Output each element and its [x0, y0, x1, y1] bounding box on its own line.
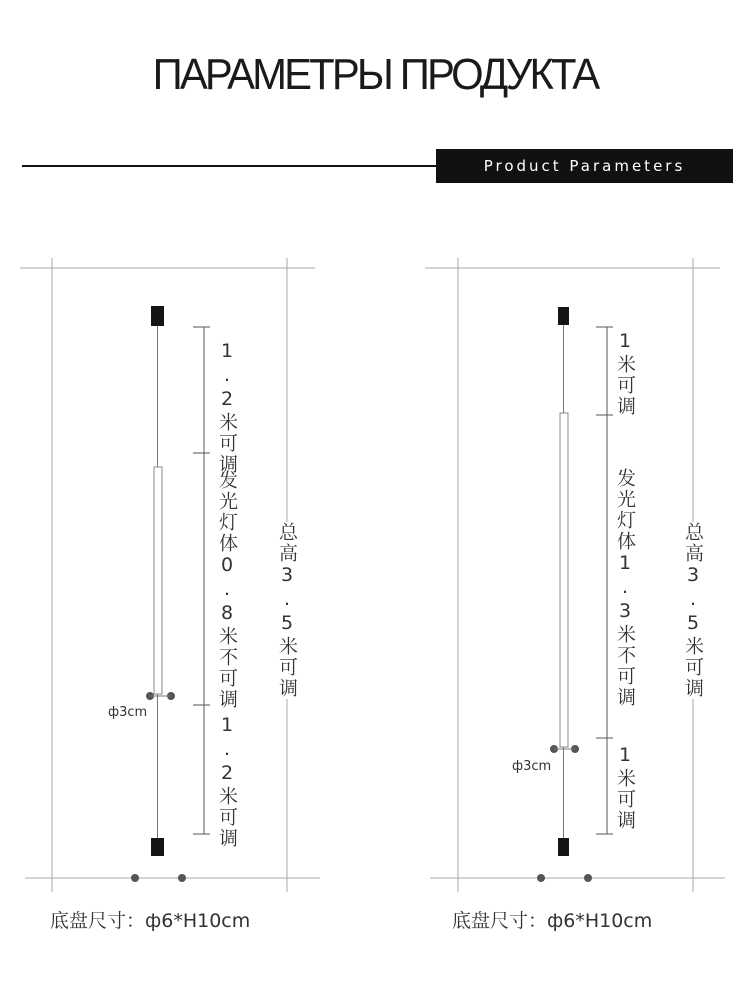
- right-light-body-label: 发光灯体1.3米不可调: [614, 468, 636, 708]
- left-total-height-label: 总高3.5米可调: [272, 522, 302, 699]
- right-bottom-segment-label: 1米可调: [614, 744, 636, 831]
- left-light-body-label: 发光灯体0.8米不可调: [216, 470, 238, 710]
- right-floor-cap: [558, 838, 569, 856]
- left-base-dot-right: [178, 874, 186, 882]
- right-ceiling-cap: [558, 307, 569, 325]
- right-base-dot-right: [584, 874, 592, 882]
- left-dimension-lines: [193, 327, 210, 834]
- section-badge: Product Parameters: [436, 149, 733, 183]
- right-base-dot-left: [537, 874, 545, 882]
- right-light-body: [560, 413, 568, 747]
- right-top-segment-label: 1米可调: [614, 330, 636, 417]
- left-floor-cap: [151, 838, 164, 856]
- left-bottom-segment-label: 1.2米可调: [216, 714, 238, 849]
- right-diameter-label: ф3cm: [512, 759, 552, 774]
- left-top-segment-label: 1.2米可调: [216, 340, 238, 475]
- page-title: ПАРАМЕТРЫ ПРОДУКТА: [152, 50, 598, 99]
- right-total-height-label: 总高3.5米可调: [678, 522, 708, 699]
- left-base-dot-left: [131, 874, 139, 882]
- right-base-size-label: 底盘尺寸：ф6*H10cm: [452, 910, 653, 932]
- left-pendant: [131, 306, 186, 882]
- left-ceiling-cap: [151, 306, 164, 326]
- right-pendant: [537, 307, 592, 882]
- left-light-body: [154, 467, 162, 694]
- left-base-size-label: 底盘尺寸：ф6*H10cm: [50, 910, 251, 932]
- left-diameter-label: ф3cm: [108, 705, 148, 720]
